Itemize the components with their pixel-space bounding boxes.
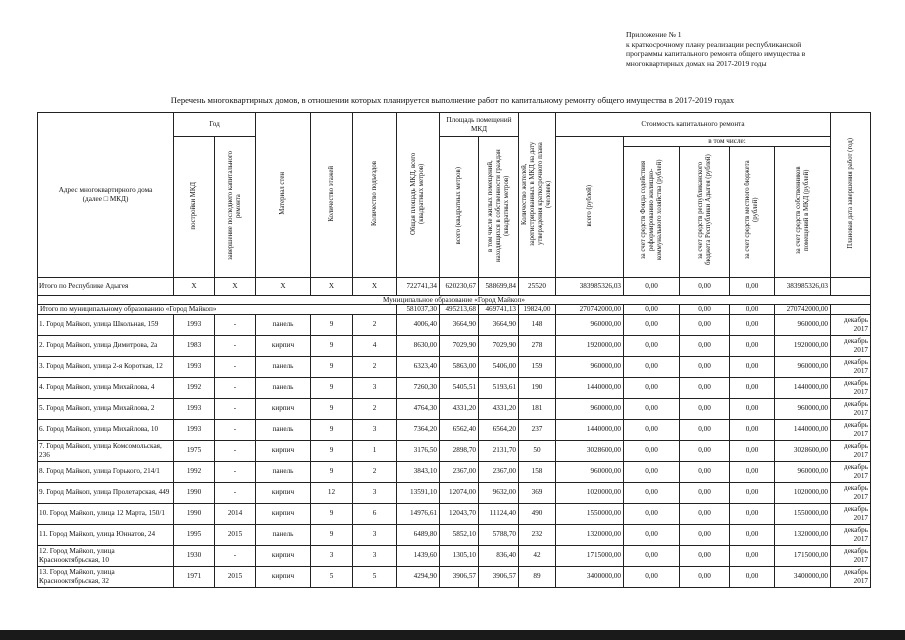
cell: 4294,90 [397, 566, 440, 587]
cell: - [215, 356, 256, 377]
cell: 1990 [174, 482, 215, 503]
cell: 5863,00 [440, 356, 479, 377]
cell: 0,00 [730, 356, 775, 377]
cell: 1983 [174, 335, 215, 356]
total-label: Итого по Республике Адыгея [38, 277, 174, 295]
cell: 1992 [174, 377, 215, 398]
cell: - [215, 335, 256, 356]
cell: 7260,30 [397, 377, 440, 398]
cell: 1715000,00 [556, 545, 624, 566]
cell: 14976,61 [397, 503, 440, 524]
cell: 1320000,00 [556, 524, 624, 545]
cell: 1920000,00 [775, 335, 831, 356]
header-fund: за счет средств Фонда содействия реформированию жилищно-коммунального хозяйства (рублей) [624, 146, 680, 277]
cell: 0,00 [680, 545, 730, 566]
cell: 1440000,00 [556, 377, 624, 398]
cell: 383985326,03 [556, 277, 624, 295]
cell: 3843,10 [397, 461, 440, 482]
cell: 0,00 [680, 503, 730, 524]
row-plan-date: декабрь 2017 [831, 440, 871, 461]
row-address: 6. Город Майкоп, улица Михайлова, 10 [38, 419, 174, 440]
cell: 960000,00 [556, 398, 624, 419]
cell: 19824,00 [519, 305, 556, 315]
municipality-total-label: Итого по муниципальному образованию «Город Майкоп» [38, 305, 397, 315]
row-address: 4. Город Майкоп, улица Михайлова, 4 [38, 377, 174, 398]
cell: 237 [519, 419, 556, 440]
cell: 3028600,00 [775, 440, 831, 461]
cell: 5 [311, 566, 353, 587]
cell: кирпич [256, 545, 311, 566]
cell: 2 [353, 356, 397, 377]
cell: 4331,20 [440, 398, 479, 419]
cell: 0,00 [730, 277, 775, 295]
cell: 1993 [174, 419, 215, 440]
cell: 6489,80 [397, 524, 440, 545]
table-row [38, 440, 871, 461]
cell: 148 [519, 314, 556, 335]
cell: 960000,00 [775, 398, 831, 419]
cell: 0,00 [624, 419, 680, 440]
table-body [38, 277, 871, 587]
row-address: 12. Город Майкоп, улица Краснооктябрьская, 10 [38, 545, 174, 566]
cell: 469741,13 [479, 305, 519, 315]
cell: кирпич [256, 440, 311, 461]
cell [831, 305, 871, 315]
cell: 2 [353, 461, 397, 482]
cell: 3 [311, 545, 353, 566]
header-area-total: всего (квадратных метров) [440, 137, 479, 278]
cell: 0,00 [624, 277, 680, 295]
cell: 11124,40 [479, 503, 519, 524]
header-republic: за счет средств республиканского бюджета Республики Адыгея (рублей) [680, 146, 730, 277]
row-plan-date: декабрь 2017 [831, 398, 871, 419]
table-header [38, 113, 871, 278]
cell: 4006,40 [397, 314, 440, 335]
header-built: постройки МКД [174, 137, 215, 278]
cell: 1320000,00 [775, 524, 831, 545]
cell: 1993 [174, 398, 215, 419]
cell: 9 [311, 398, 353, 419]
cell: 2367,00 [440, 461, 479, 482]
cell: 3 [353, 482, 397, 503]
cell: X [256, 277, 311, 295]
cell: 960000,00 [556, 314, 624, 335]
cell: 0,00 [730, 461, 775, 482]
cell: 1992 [174, 461, 215, 482]
cell: 1020000,00 [775, 482, 831, 503]
table-row [38, 461, 871, 482]
cell: панель [256, 461, 311, 482]
cell: 960000,00 [556, 461, 624, 482]
cell: 12 [311, 482, 353, 503]
cell: 0,00 [680, 377, 730, 398]
header-premises-area: Площадь помещений МКД [440, 113, 519, 137]
cell: 1440000,00 [556, 419, 624, 440]
cell: 3400000,00 [556, 566, 624, 587]
cell: 270742000,00 [556, 305, 624, 315]
cell: 12043,70 [440, 503, 479, 524]
cell: - [215, 545, 256, 566]
cell: 5405,51 [440, 377, 479, 398]
cell: панель [256, 356, 311, 377]
cell: 960000,00 [775, 356, 831, 377]
cell: 7029,90 [440, 335, 479, 356]
cell: панель [256, 524, 311, 545]
cell: 0,00 [730, 503, 775, 524]
cell: 9 [311, 461, 353, 482]
row-address: 10. Город Майкоп, улица 12 Марта, 150/1 [38, 503, 174, 524]
row-plan-date: декабрь 2017 [831, 356, 871, 377]
cell: 9 [311, 356, 353, 377]
cell: 0,00 [730, 398, 775, 419]
cell: 9 [311, 335, 353, 356]
row-plan-date: декабрь 2017 [831, 482, 871, 503]
cell: 0,00 [680, 305, 730, 315]
cell: 960000,00 [775, 461, 831, 482]
cell: 0,00 [624, 566, 680, 587]
row-plan-date: декабрь 2017 [831, 503, 871, 524]
appendix-line: программы капитального ремонта общего имущества в [626, 49, 806, 58]
row-plan-date: декабрь 2017 [831, 377, 871, 398]
header-total-area: Общая площадь МКД, всего (квадратных метров) [397, 113, 440, 278]
cell: 5852,10 [440, 524, 479, 545]
cell: 4331,20 [479, 398, 519, 419]
header-cost: Стоимость капитального ремонта [556, 113, 831, 137]
cell: 836,40 [479, 545, 519, 566]
cell: 232 [519, 524, 556, 545]
cell: 2 [353, 398, 397, 419]
cell: 12074,00 [440, 482, 479, 503]
cell: 8630,00 [397, 335, 440, 356]
cell: 588699,84 [479, 277, 519, 295]
cell: 3664,90 [440, 314, 479, 335]
cell: - [215, 419, 256, 440]
cell: 13591,10 [397, 482, 440, 503]
row-plan-date: декабрь 2017 [831, 335, 871, 356]
total-row [38, 277, 871, 295]
row-plan-date: декабрь 2017 [831, 545, 871, 566]
cell: 7364,20 [397, 419, 440, 440]
cell: 0,00 [624, 524, 680, 545]
cell: 0,00 [624, 305, 680, 315]
cell: 581037,30 [397, 305, 440, 315]
cell: 25520 [519, 277, 556, 295]
cell: 0,00 [680, 524, 730, 545]
header-year: Год [174, 113, 256, 137]
cell: 1 [353, 440, 397, 461]
row-address: 13. Город Майкоп, улица Краснооктябрьская, 32 [38, 566, 174, 587]
cell: 3 [353, 545, 397, 566]
cell: 1930 [174, 545, 215, 566]
cell: 383985326,03 [775, 277, 831, 295]
cell: 0,00 [730, 545, 775, 566]
cell: 0,00 [680, 419, 730, 440]
scan-edge [0, 630, 905, 640]
cell: 2131,70 [479, 440, 519, 461]
cell: 0,00 [730, 377, 775, 398]
table-row [38, 335, 871, 356]
table-row [38, 503, 871, 524]
cell: 0,00 [680, 482, 730, 503]
appendix-line: Приложение № 1 [626, 30, 682, 39]
cell: 0,00 [730, 566, 775, 587]
cell: - [215, 482, 256, 503]
cell: 495213,68 [440, 305, 479, 315]
cell: 7029,90 [479, 335, 519, 356]
cell: 6323,40 [397, 356, 440, 377]
cell: 9 [311, 419, 353, 440]
header-including: в том числе: [624, 137, 831, 147]
cell: 5406,00 [479, 356, 519, 377]
cell: 1550000,00 [775, 503, 831, 524]
cell: - [215, 461, 256, 482]
cell: 1993 [174, 314, 215, 335]
cell: 1920000,00 [556, 335, 624, 356]
row-address: 11. Город Майкоп, улица Юннатов, 24 [38, 524, 174, 545]
cell: 2 [353, 314, 397, 335]
cell: 3664,90 [479, 314, 519, 335]
table-row [38, 356, 871, 377]
cell: 2015 [215, 524, 256, 545]
cell: 42 [519, 545, 556, 566]
cell: 0,00 [624, 356, 680, 377]
housing-table [37, 112, 871, 588]
cell: 0,00 [680, 566, 730, 587]
cell: кирпич [256, 566, 311, 587]
cell: 158 [519, 461, 556, 482]
cell: 1993 [174, 356, 215, 377]
cell: 960000,00 [775, 314, 831, 335]
cell: 0,00 [680, 356, 730, 377]
cell: 3 [353, 524, 397, 545]
cell: - [215, 377, 256, 398]
cell: 278 [519, 335, 556, 356]
cell [831, 277, 871, 295]
cell: 0,00 [730, 440, 775, 461]
table-row [38, 545, 871, 566]
cell: 0,00 [624, 335, 680, 356]
header-last-repair: завершение последнего капитального ремонта [215, 137, 256, 278]
cell: - [215, 314, 256, 335]
cell: 159 [519, 356, 556, 377]
row-address: 9. Город Майкоп, улица Пролетарская, 449 [38, 482, 174, 503]
cell: 620230,67 [440, 277, 479, 295]
cell: 0,00 [680, 440, 730, 461]
cell: 0,00 [624, 314, 680, 335]
cell: 9 [311, 524, 353, 545]
cell: 4764,30 [397, 398, 440, 419]
row-address: 7. Город Майкоп, улица Комсомольская, 236 [38, 440, 174, 461]
cell: 0,00 [730, 305, 775, 315]
cell: 1550000,00 [556, 503, 624, 524]
cell: 3 [353, 377, 397, 398]
cell: 369 [519, 482, 556, 503]
appendix-line: к краткосрочному плану реализации республиканской [626, 39, 802, 49]
cell: 1305,10 [440, 545, 479, 566]
cell: 5 [353, 566, 397, 587]
cell: 9 [311, 314, 353, 335]
cell: 0,00 [624, 461, 680, 482]
row-address: 8. Город Майкоп, улица Горького, 214/1 [38, 461, 174, 482]
appendix-note [626, 30, 896, 68]
row-plan-date: декабрь 2017 [831, 419, 871, 440]
cell: 1971 [174, 566, 215, 587]
row-address: 2. Город Майкоп, улица Димитрова, 2а [38, 335, 174, 356]
cell: 50 [519, 440, 556, 461]
cell: 0,00 [680, 314, 730, 335]
cell: 2367,00 [479, 461, 519, 482]
cell: 1020000,00 [556, 482, 624, 503]
cell: 5788,70 [479, 524, 519, 545]
cell: 960000,00 [556, 356, 624, 377]
cell: 9 [311, 503, 353, 524]
table-row [38, 566, 871, 587]
cell: 6564,20 [479, 419, 519, 440]
cell: 1715000,00 [775, 545, 831, 566]
cell: кирпич [256, 482, 311, 503]
cell: 0,00 [624, 377, 680, 398]
cell: 2898,70 [440, 440, 479, 461]
cell: 3028600,00 [556, 440, 624, 461]
header-entrances: Количество подъездов [353, 113, 397, 278]
cell: 0,00 [730, 482, 775, 503]
cell: 3906,57 [440, 566, 479, 587]
header-cost-total: всего (рублей) [556, 137, 624, 278]
cell: 0,00 [680, 398, 730, 419]
row-plan-date: декабрь 2017 [831, 566, 871, 587]
cell: 2014 [215, 503, 256, 524]
cell: X [215, 277, 256, 295]
row-address: 1. Город Майкоп, улица Школьная, 159 [38, 314, 174, 335]
municipality-total-row [38, 305, 871, 315]
row-plan-date: декабрь 2017 [831, 314, 871, 335]
cell: 0,00 [730, 524, 775, 545]
table-row [38, 377, 871, 398]
cell: 1990 [174, 503, 215, 524]
cell: 6 [353, 503, 397, 524]
cell: 0,00 [624, 482, 680, 503]
cell: 0,00 [624, 398, 680, 419]
table-row [38, 419, 871, 440]
appendix-line: многоквартирных домах на 2017-2019 годы [626, 58, 767, 68]
header-residents: Количество жителей, зарегистрированных в МКД на дату утверждения краткосрочного плана (человек) [519, 113, 556, 278]
cell: 3400000,00 [775, 566, 831, 587]
cell: 1440000,00 [775, 377, 831, 398]
cell: 0,00 [624, 503, 680, 524]
header-owners: за счет средств собственников помещений в МКД (рублей) [775, 146, 831, 277]
table-row [38, 314, 871, 335]
cell: X [174, 277, 215, 295]
cell: панель [256, 377, 311, 398]
cell: 3906,57 [479, 566, 519, 587]
header-local: за счет средств местного бюджета (рублей) [730, 146, 775, 277]
cell: 190 [519, 377, 556, 398]
cell: кирпич [256, 398, 311, 419]
cell: 1440000,00 [775, 419, 831, 440]
row-address: 3. Город Майкоп, улица 2-я Короткая, 12 [38, 356, 174, 377]
cell: 0,00 [730, 419, 775, 440]
cell: - [215, 440, 256, 461]
cell: 5193,61 [479, 377, 519, 398]
cell: 1439,60 [397, 545, 440, 566]
cell: 3176,50 [397, 440, 440, 461]
cell: 3 [353, 419, 397, 440]
cell: 0,00 [624, 440, 680, 461]
header-wall-material: Материал стен [256, 113, 311, 278]
header-plan-date: Плановая дата завершения работ (год) [831, 113, 871, 278]
cell: панель [256, 314, 311, 335]
cell: 0,00 [730, 314, 775, 335]
header-area-living: в том числе жилых помещений, находящихся в собственности граждан (квадратных метров) [479, 137, 519, 278]
cell: 0,00 [624, 545, 680, 566]
cell: 181 [519, 398, 556, 419]
header-floors: Количество этажей [311, 113, 353, 278]
row-plan-date: декабрь 2017 [831, 524, 871, 545]
table-row [38, 398, 871, 419]
cell: 9 [311, 440, 353, 461]
cell: 9 [311, 377, 353, 398]
cell: X [311, 277, 353, 295]
cell: 4 [353, 335, 397, 356]
cell: 9632,00 [479, 482, 519, 503]
document-title: Перечень многоквартирных домов, в отношении которых планируется выполнение работ по капитальному ремонту общего имущества в 2017-2019 годах [170, 95, 735, 105]
cell: - [215, 398, 256, 419]
cell: 89 [519, 566, 556, 587]
cell: 1975 [174, 440, 215, 461]
cell: 0,00 [680, 277, 730, 295]
cell: 722741,34 [397, 277, 440, 295]
cell: кирпич [256, 335, 311, 356]
cell: 0,00 [680, 461, 730, 482]
cell: 0,00 [680, 335, 730, 356]
cell: 490 [519, 503, 556, 524]
cell: 270742000,00 [775, 305, 831, 315]
municipality-title: Муниципальное образование «Город Майкоп» [38, 295, 871, 305]
table-row [38, 524, 871, 545]
header-address: Адрес многоквартирного дома (далее □ МКД) [38, 113, 174, 278]
cell: кирпич [256, 503, 311, 524]
table-row [38, 482, 871, 503]
cell: 0,00 [730, 335, 775, 356]
row-plan-date: декабрь 2017 [831, 461, 871, 482]
municipality-row [38, 295, 871, 305]
row-address: 5. Город Майкоп, улица Михайлова, 2 [38, 398, 174, 419]
cell: 6562,40 [440, 419, 479, 440]
cell: 2015 [215, 566, 256, 587]
cell: X [353, 277, 397, 295]
cell: 1995 [174, 524, 215, 545]
cell: панель [256, 419, 311, 440]
